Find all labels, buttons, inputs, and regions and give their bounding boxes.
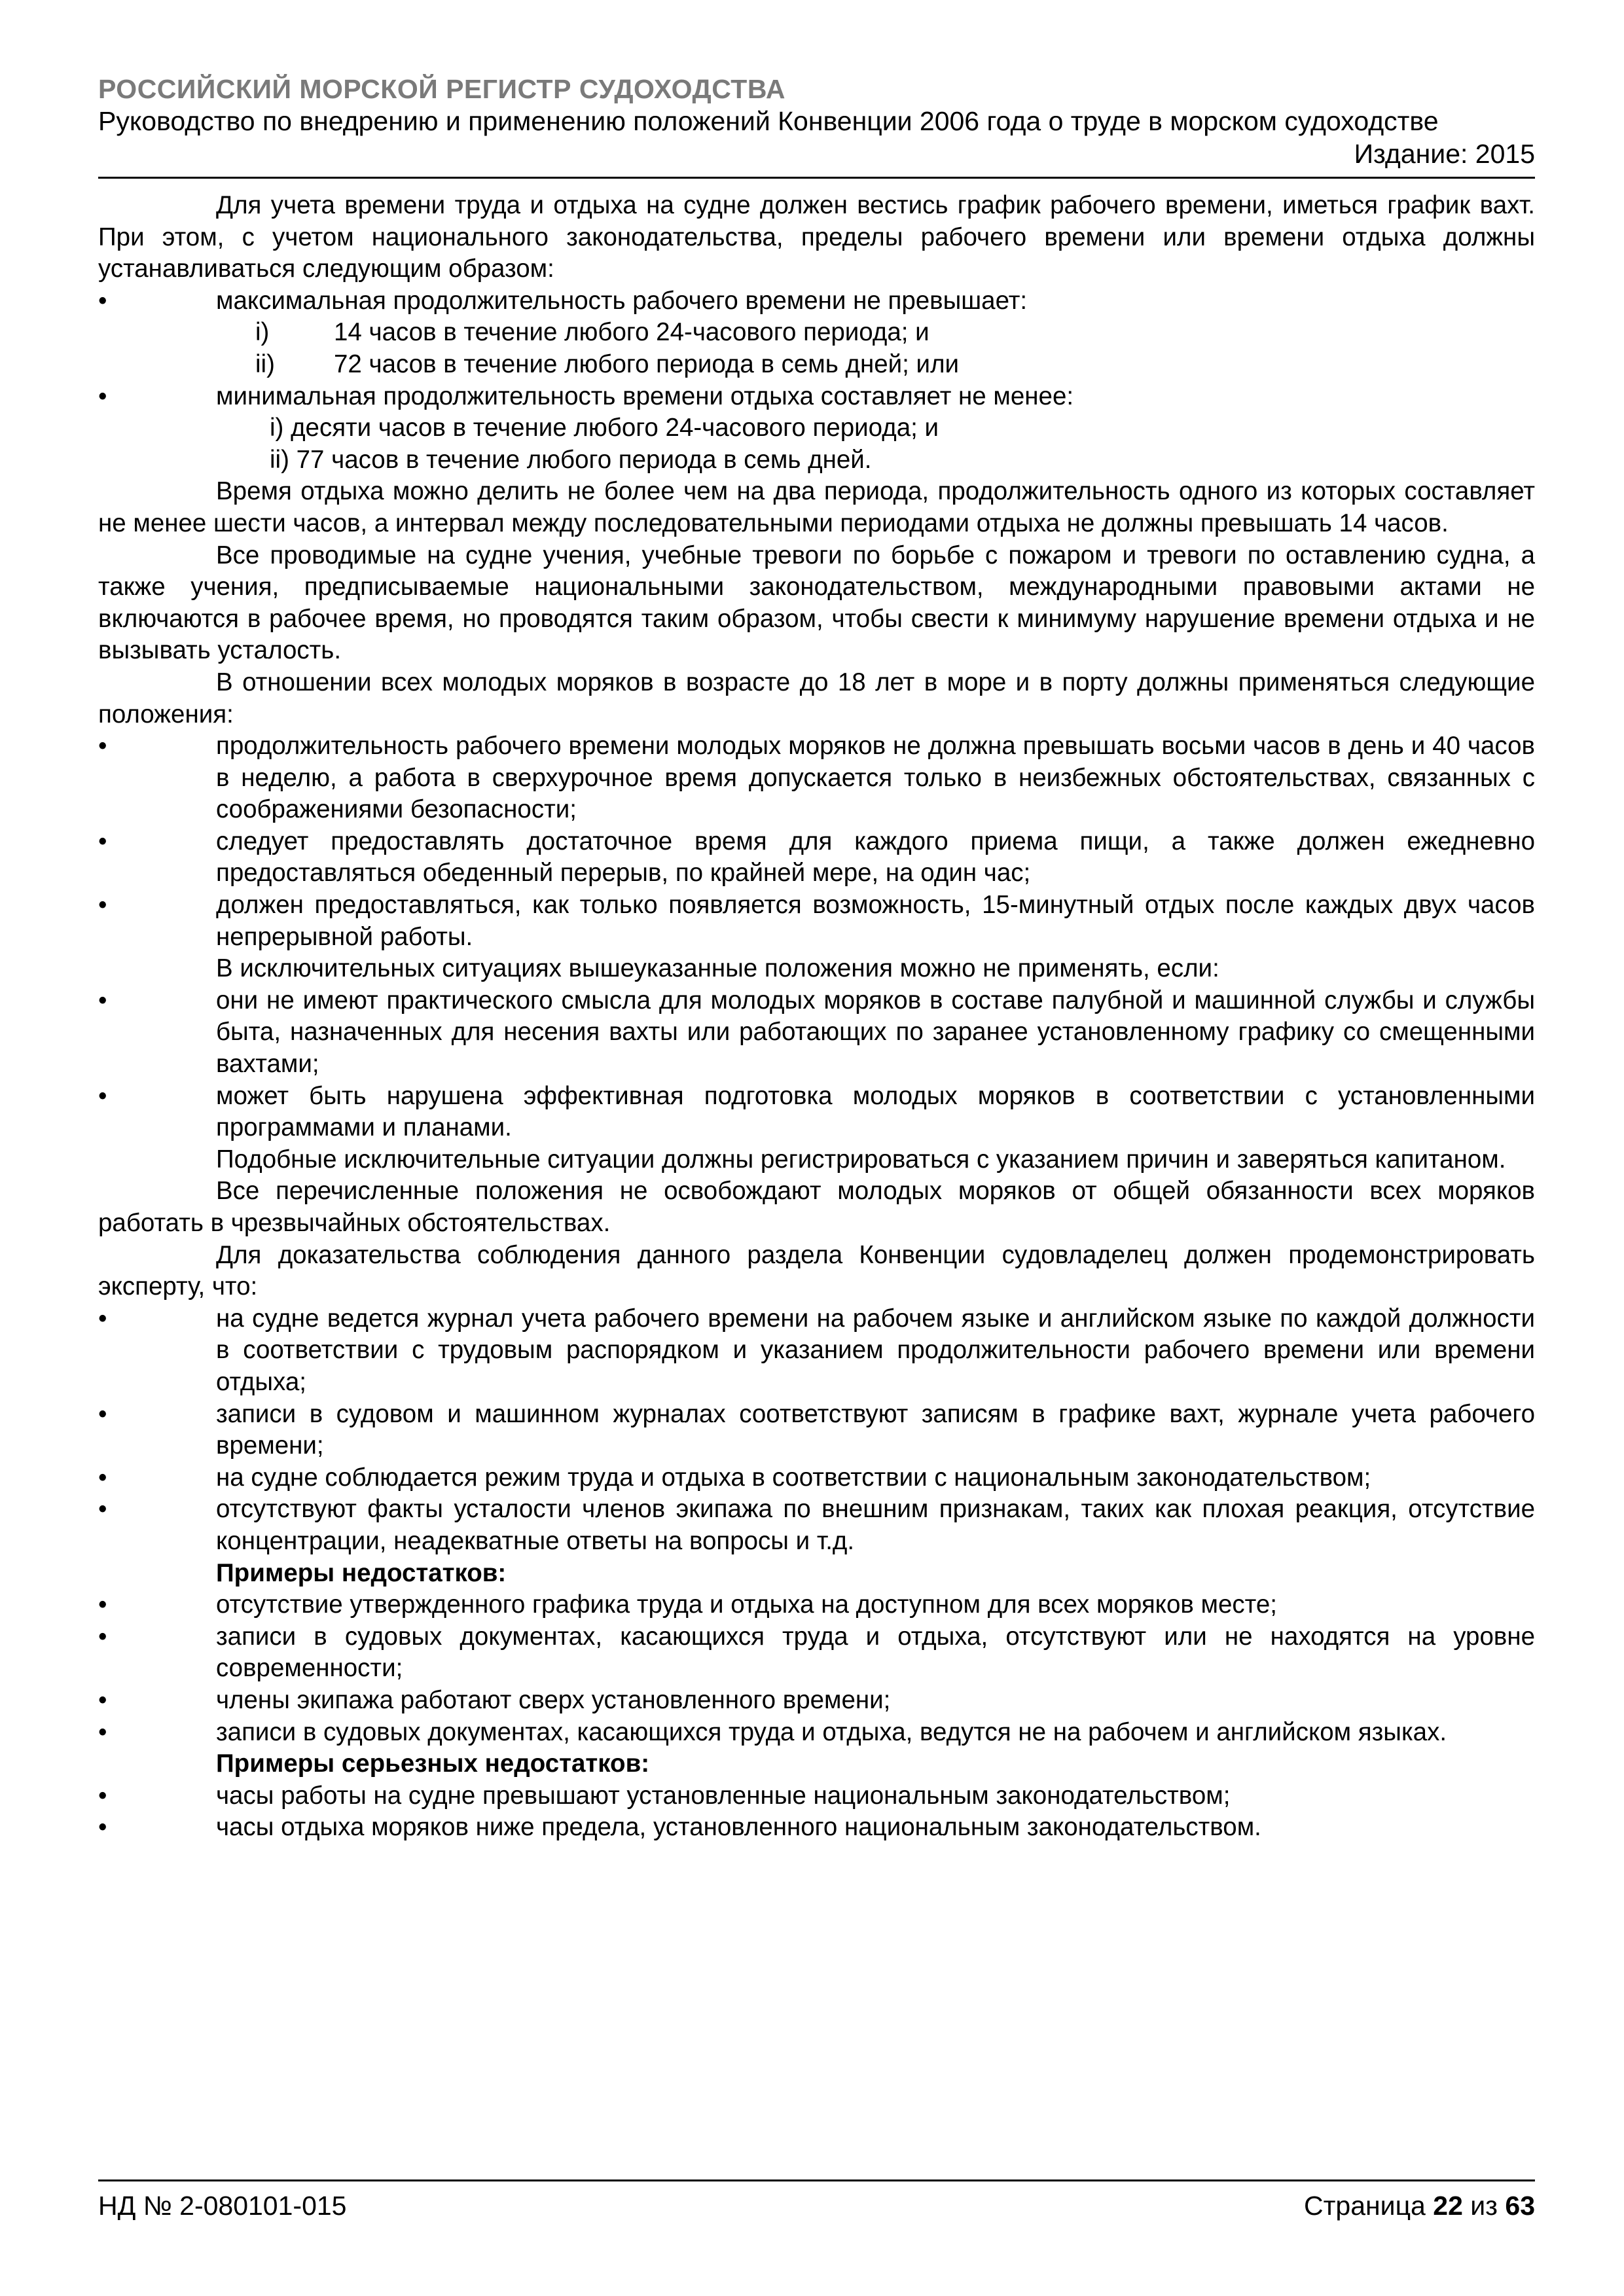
list-item-text: записи в судовых документах, касающихся труда и отдыха, отсутствуют или не находятся на уровне современности; bbox=[216, 1622, 1535, 1683]
list-item-text: должен предоставляться, как только появляется возможность, 15-минутный отдых после каждых двух часов непрерывной работы. bbox=[216, 891, 1535, 951]
bullet-icon: • bbox=[98, 1495, 107, 1524]
serious-deficiencies-heading: Примеры серьезных недостатков: bbox=[216, 1749, 650, 1778]
sub-list-text: 72 часов в течение любого периода в семь дней; или bbox=[334, 350, 960, 378]
list-item bbox=[98, 1717, 1535, 1749]
page-header bbox=[98, 73, 1535, 170]
list-item bbox=[98, 1303, 1535, 1399]
page-of: из bbox=[1470, 2191, 1498, 2221]
paragraph-emergency-duty: Все перечисленные положения не освобождают молодых моряков от общей обязанности всех моряков работать в чрезвычайных обстоятельствах. bbox=[98, 1177, 1535, 1237]
list-item bbox=[98, 1494, 1535, 1557]
footer-divider bbox=[98, 2179, 1535, 2181]
list-item-text: они не имеют практического смысла для молодых моряков в составе палубной и машинной службы и службы быта, назначенных для несения вахты или работающих по заранее установленному графику со смещенными вахтами; bbox=[216, 986, 1535, 1079]
list-item-text: отсутствие утвержденного графика труда и отдыха на доступном для всех моряков месте; bbox=[216, 1590, 1277, 1619]
sub-list-number: i) bbox=[255, 318, 270, 347]
paragraph-exceptions: В исключительных ситуациях вышеуказанные положения можно не применять, если: bbox=[216, 954, 1219, 983]
bullet-icon: • bbox=[98, 1685, 107, 1714]
bullet-icon: • bbox=[98, 382, 107, 410]
list-item-text: записи в судовом и машинном журналах соответствуют записям в графике вахт, журнале учета рабочего времени; bbox=[216, 1399, 1535, 1460]
list-item bbox=[98, 1812, 1535, 1844]
bullet-icon: • bbox=[98, 1813, 107, 1842]
list-item bbox=[98, 985, 1535, 1081]
sub-list-item: i) десяти часов в течение любого 24-часового периода; и bbox=[270, 414, 939, 442]
list-item-text: максимальная продолжительность рабочего времени не превышает: bbox=[216, 286, 1028, 315]
paragraph-compliance: Для доказательства соблюдения данного раздела Конвенции судовладелец должен продемонстрировать эксперту, что: bbox=[98, 1240, 1535, 1301]
list-item-text: на судне соблюдается режим труда и отдыха в соответствии с национальным законодательством; bbox=[216, 1463, 1371, 1492]
sub-list-text: 14 часов в течение любого 24-часового периода; и bbox=[334, 318, 929, 347]
paragraph-young-seafarers: В отношении всех молодых моряков в возрасте до 18 лет в море и в порту должны применяться следующие положения: bbox=[98, 668, 1535, 728]
page-counter bbox=[1304, 2189, 1535, 2222]
list-item-text: часы работы на судне превышают установленные национальным законодательством; bbox=[216, 1781, 1231, 1810]
sub-list-item: ii) 77 часов в течение любого периода в семь дней. bbox=[270, 445, 872, 474]
list-item-text: члены экипажа работают сверх установленного времени; bbox=[216, 1685, 891, 1714]
list-item-text: часы отдыха моряков ниже предела, установленного национальным законодательством. bbox=[216, 1813, 1261, 1842]
document-number: НД № 2-080101-015 bbox=[98, 2191, 347, 2221]
list-item bbox=[98, 1780, 1535, 1812]
bullet-icon: • bbox=[98, 286, 107, 315]
edition-label: Издание: 2015 bbox=[1354, 139, 1535, 169]
bullet-icon: • bbox=[98, 1781, 107, 1810]
bullet-icon: • bbox=[98, 732, 107, 761]
document-subtitle: Руководство по внедрению и применению положений Конвенции 2006 года о труде в морском судоходстве bbox=[98, 106, 1439, 136]
header-divider bbox=[98, 177, 1535, 179]
bullet-icon: • bbox=[98, 891, 107, 920]
bullet-icon: • bbox=[98, 986, 107, 1014]
sub-list-item bbox=[98, 349, 1535, 381]
list-item-text: минимальная продолжительность времени отдыха составляет не менее: bbox=[216, 382, 1074, 410]
paragraph-intro: Для учета времени труда и отдыха на судне должен вестись график рабочего времени, иметься график вахт. При этом, с учетом национального законодательства, пределы рабочего времени или времени отдыха должны устанавливаться следующим образом: bbox=[98, 191, 1535, 283]
list-item-text: может быть нарушена эффективная подготовка молодых моряков в соответствии с установленными программами и планами. bbox=[216, 1081, 1535, 1142]
list-item bbox=[98, 1081, 1535, 1144]
list-item bbox=[98, 381, 1535, 413]
sub-list-item bbox=[98, 317, 1535, 349]
bullet-icon: • bbox=[98, 1399, 107, 1428]
list-item bbox=[98, 1462, 1535, 1494]
bullet-icon: • bbox=[98, 1590, 107, 1619]
list-item bbox=[98, 730, 1535, 826]
paragraph-drills: Все проводимые на судне учения, учебные тревоги по борьбе с пожаром и тревоги по оставлению судна, а также учения, предписываемые национальными законодательством, международными правовыми актами не включаются в рабочее время, но проводятся таким образом, чтобы свести к минимуму нарушение времени отдыха и не вызывать усталость. bbox=[98, 541, 1535, 665]
list-item bbox=[98, 826, 1535, 889]
list-item bbox=[98, 1589, 1535, 1621]
bullet-icon: • bbox=[98, 1717, 107, 1746]
paragraph-registration: Подобные исключительные ситуации должны регистрироваться с указанием причин и заверяться капитаном. bbox=[216, 1145, 1506, 1174]
bullet-icon: • bbox=[98, 1081, 107, 1110]
page-total: 63 bbox=[1505, 2191, 1535, 2221]
list-item-text: на судне ведется журнал учета рабочего времени на рабочем языке и английском языке по каждой должности в соответствии с трудовым распорядком и указанием продолжительности рабочего времени или времени отдыха; bbox=[216, 1304, 1535, 1396]
list-item bbox=[98, 1685, 1535, 1717]
list-item-text: записи в судовых документах, касающихся труда и отдыха, ведутся не на рабочем и английском языках. bbox=[216, 1717, 1447, 1746]
bullet-icon: • bbox=[98, 1304, 107, 1333]
bullet-icon: • bbox=[98, 1622, 107, 1651]
organization-title: РОССИЙСКИЙ МОРСКОЙ РЕГИСТР СУДОХОДСТВА bbox=[98, 74, 786, 104]
page-current: 22 bbox=[1433, 2191, 1463, 2221]
page-body bbox=[98, 190, 1535, 1844]
list-item bbox=[98, 1399, 1535, 1462]
sub-list-number: ii) bbox=[255, 350, 275, 378]
bullet-icon: • bbox=[98, 827, 107, 855]
list-item bbox=[98, 285, 1535, 317]
page-label: Страница bbox=[1304, 2191, 1426, 2221]
deficiencies-heading: Примеры недостатков: bbox=[216, 1558, 507, 1587]
bullet-icon: • bbox=[98, 1463, 107, 1492]
list-item-text: продолжительность рабочего времени молодых моряков не должна превышать восьми часов в день и 40 часов в неделю, а работа в сверхурочное время допускается только в неизбежных обстоятельствах, связанных с соображениями безопасности; bbox=[216, 732, 1535, 824]
paragraph-rest-periods: Время отдыха можно делить не более чем на два периода, продолжительность одного из которых составляет не менее шести часов, а интервал между последовательными периодами отдыха не должны превышать 14 часов. bbox=[98, 477, 1535, 537]
list-item-text: следует предоставлять достаточное время для каждого приема пищи, а также должен ежедневно предоставляться обеденный перерыв, по крайней мере, на один час; bbox=[216, 827, 1535, 888]
list-item bbox=[98, 889, 1535, 953]
list-item bbox=[98, 1621, 1535, 1685]
list-item-text: отсутствуют факты усталости членов экипажа по внешним признакам, таких как плохая реакция, отсутствие концентрации, неадекватные ответы на вопросы и т.д. bbox=[216, 1495, 1535, 1555]
